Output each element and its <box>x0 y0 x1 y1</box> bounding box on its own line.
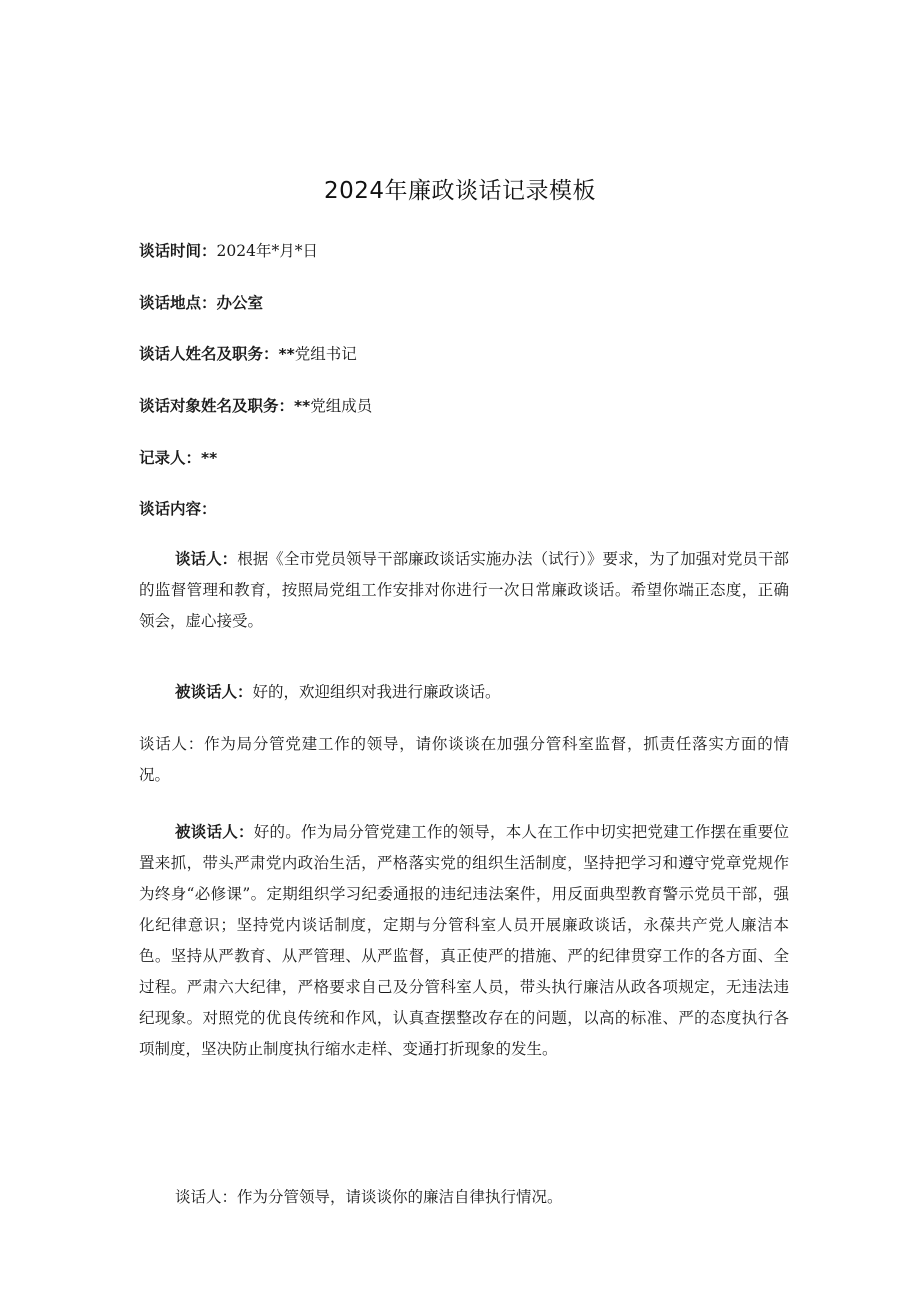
meta-place <box>139 291 799 315</box>
meta-speaker-value: 党组书记 <box>294 345 357 363</box>
meta-recorder-value: ** <box>201 449 218 467</box>
document-title: 2024年廉政谈话记录模板 <box>323 178 597 204</box>
dialogue-text: 好的，欢迎组织对我进行廉政谈话。 <box>252 683 501 701</box>
dialogue-text: 好的。作为局分管党建工作的领导，本人在工作中切实把党建工作摆在重要位置来抓，带头严肃党内政治生活，严格落实党的组织生活制度，坚持把学习和遵守党章党规作为终身“必修课”。定期组织学习纪委通报的违纪违法案件，用反面典型教育警示党员干部，强化纪律意识；坚持党内谈话制度，定期与分管科室人员开展廉政谈话，永葆共产党人廉洁本色。坚持从严教育、从严管理、从严监督，真正使严的措施、严的纪律贯穿工作的各方面、全过程。严肃六大纪律，严格要求自己及分管科室人员，带头执行廉洁从政各项规定，无违法违纪现象。对照党的优良传统和作风，认真查摆整改存在的问题，以高的标准、严的态度执行各项制度，坚决防止制度执行缩水走样、变通打折现象的发生。 <box>139 823 789 1058</box>
meta-place-value: 办公室 <box>216 294 264 312</box>
meta-recorder <box>139 446 799 470</box>
dialogue-text: 根据《全市党员领导干部廉政谈话实施办法（试行）》要求，为了加强对党员干部的监督管理和教育，按照局党组工作安排对你进行一次日常廉政谈话。希望你端正态度，正确领会，虚心接受。 <box>139 550 789 630</box>
meta-time-label: 谈话时间： <box>139 242 217 260</box>
meta-speaker-mark: ** <box>278 345 295 363</box>
dialogue-speaker: 谈话人： <box>139 735 205 753</box>
meta-time-value: 2024年*月*日 <box>216 242 318 260</box>
dialogue-text: 作为分管领导，请谈谈你的廉洁自律执行情况。 <box>237 1188 563 1206</box>
meta-target-mark: ** <box>294 397 311 415</box>
meta-target <box>139 394 799 418</box>
meta-place-label: 谈话地点： <box>139 294 217 312</box>
meta-target-value: 党组成员 <box>310 397 373 415</box>
dialogue-paragraph <box>139 729 789 791</box>
dialogue-paragraph <box>139 677 789 708</box>
dialogue-paragraph <box>139 544 789 637</box>
meta-speaker <box>139 342 799 366</box>
dialogue-text: 作为局分管党建工作的领导，请你谈谈在加强分管科室监督，抓责任落实方面的情况。 <box>139 735 789 784</box>
dialogue-paragraph <box>139 817 789 1065</box>
meta-time <box>139 239 799 263</box>
dialogue-speaker: 被谈话人： <box>175 823 254 841</box>
meta-content-label: 谈话内容： <box>139 500 217 518</box>
meta-content <box>139 497 799 521</box>
meta-speaker-label: 谈话人姓名及职务： <box>139 345 279 363</box>
dialogue-speaker: 谈话人： <box>175 550 238 568</box>
dialogue-speaker: 谈话人： <box>175 1188 238 1206</box>
dialogue-paragraph <box>139 1182 789 1213</box>
dialogue-speaker: 被谈话人： <box>175 683 253 701</box>
meta-recorder-label: 记录人： <box>139 449 202 467</box>
meta-target-label: 谈话对象姓名及职务： <box>139 397 295 415</box>
